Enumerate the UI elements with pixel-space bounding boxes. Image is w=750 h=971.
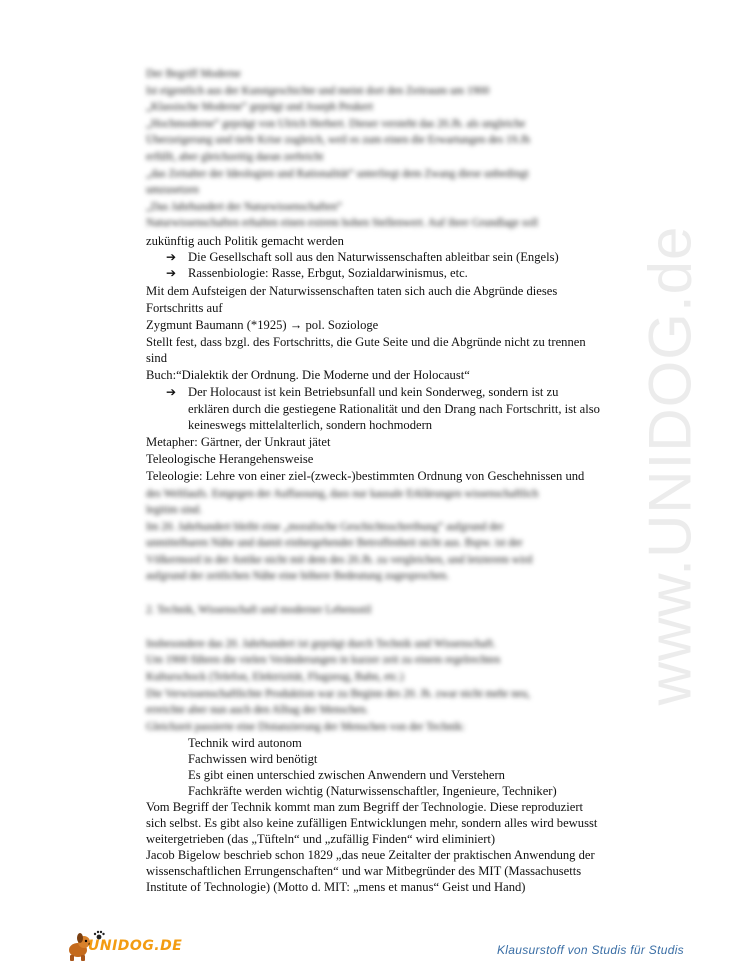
blurred-line: Ist eigentlich aus der Kunstgeschichte und meint dort den Zeitraum um 1900 (146, 85, 490, 97)
arrow-bullet-icon: ➔ (166, 385, 177, 399)
blurred-line: aufgrund der zeitlichen Nähe eine höhere Bedeutung zugesprochen. (146, 570, 450, 582)
text-line: Zygmunt Baumann (*1925) → pol. Soziologe (146, 318, 379, 332)
blurred-line: „Klassische Moderne“ geprägt und Joseph Peukert (146, 101, 374, 113)
text-line: sich selbst. Es gibt also keine zufälligen Entwicklungen mehr, sondern alles wird bewusst (146, 816, 598, 830)
blurred-line: Kulturschock (Telefon, Elektrizität, Flugzeug, Bahn, etc.) (146, 671, 404, 683)
bullet-text: Rassenbiologie: Rasse, Erbgut, Sozialdarwinismus, etc. (188, 266, 468, 280)
text-line: Fortschritts auf (146, 301, 223, 315)
bullet-text: keineswegs mittelalterlich, sondern hochmodern (188, 418, 433, 432)
blurred-line: Im 20. Jahrhundert bleibt eine „moralische Geschichtsschreibung“ aufgrund der (146, 521, 504, 533)
bullet-text: erklären durch die gestiegene Rationalität und den Drang nach Fortschritt, ist also (188, 402, 600, 416)
blurred-heading: 2. Technik, Wissenschaft und moderner Lebensstil (146, 604, 372, 616)
text-line: Teleologische Herangehensweise (146, 452, 314, 466)
blurred-line: des Weltlaufs. Entgegen der Auffassung, dass nur kausale Erklärungen wissenschaftlich (146, 488, 539, 500)
blurred-line: Die Verwissenschaftlichte Produktion war zu Beginn des 20. Jh. zwar nicht mehr neu, (146, 688, 531, 700)
indented-item: Technik wird autonom (188, 736, 302, 750)
blurred-line: Völkermord in der Antike nicht mit dem des 20.Jh. zu vergleichen, und letzterem wird (146, 554, 533, 566)
text-line: wissenschaftlichen Errungenschaften“ und war Mitbegründer des MIT (Massachusetts (146, 864, 582, 878)
text-line: sind (146, 351, 167, 365)
arrow-bullet-icon: ➔ (166, 266, 177, 280)
blurred-line: „das Zeitalter der Ideologien und Rationalität“ unterliegt dem Zwang diese unbedingt (146, 168, 529, 180)
text-line: Buch:“Dialektik der Ordnung. Die Moderne und der Holocaust“ (146, 368, 470, 382)
blurred-line: Um 1900 führen die vielen Veränderungen in kurzer zeit zu einem regelrechten (146, 654, 501, 666)
blurred-line: umzusetzen (146, 184, 199, 196)
blurred-line: erfüllt, aber gleichzeitig daran zerbricht (146, 151, 324, 163)
text-line: Mit dem Aufsteigen der Naturwissenschaften taten sich auch die Abgründe dieses (146, 284, 558, 298)
footer-slogan: Klausurstoff von Studis für Studis (497, 943, 684, 957)
text-line: zukünftig auch Politik gemacht werden (146, 234, 344, 248)
text-line: Jacob Bigelow beschrieb schon 1829 „das neue Zeitalter der praktischen Anwendung der (146, 848, 595, 862)
text-line: Vom Begriff der Technik kommt man zum Begriff der Technologie. Diese reproduziert (146, 800, 584, 814)
logo-text: UNIDOG.DE (88, 938, 183, 954)
arrow-bullet-icon: ➔ (166, 250, 177, 264)
blurred-line: Der Begriff Moderne (146, 68, 241, 80)
indented-item: Fachkräfte werden wichtig (Naturwissenschaftler, Ingenieure, Techniker) (188, 784, 557, 798)
blurred-line: Naturwissenschaften erhalten einen extrem hohen Stellenwert. Auf ihrer Grundlage soll (146, 217, 539, 229)
blurred-line: Insbesondere das 20. Jahrhundert ist geprägt durch Technik und Wissenschaft. (146, 638, 496, 650)
text-line: Metapher: Gärtner, der Unkraut jätet (146, 435, 331, 449)
blurred-line: Überzeigerung und tiefe Krise zugleich, weil es zum einen die Erwartungen des 19.Jh (146, 134, 530, 146)
blurred-line: Gleichzeit passierte eine Distanzierung der Menschen von der Technik: (146, 721, 465, 733)
bullet-text: Die Gesellschaft soll aus den Naturwissenschaften ableitbar sein (Engels) (188, 250, 559, 264)
indented-item: Fachwissen wird benötigt (188, 752, 318, 766)
blurred-line: „Das Jahrhundert der Naturwissenschaften“ (146, 201, 343, 213)
text-line: Institute of Technologie) (Motto d. MIT: „mens et manus“ Geist und Hand) (146, 880, 526, 894)
bullet-text: Der Holocaust ist kein Betriebsunfall und kein Sonderweg, sondern ist zu (188, 385, 559, 399)
text-line: weitergetrieben (das „Tüfteln“ und „zufällig Finden“ wird eliminiert) (146, 832, 496, 846)
blurred-line: „Hochmoderne“ geprägt von Ulrich Herbert. Dieser versteht das 20.Jh. als ungleiche (146, 118, 526, 130)
watermark: www.UNIDOG.de (636, 225, 704, 705)
text-line: Teleologie: Lehre von einer ziel-(zweck-)bestimmten Ordnung von Geschehnissen und (146, 469, 585, 483)
blurred-line: erreichte aber nun auch den Alltag der Menschen. (146, 704, 369, 716)
text-line: Stellt fest, dass bzgl. des Fortschritts, die Gute Seite und die Abgründe nicht zu trennen (146, 335, 586, 349)
blurred-line: legitim sind. (146, 504, 202, 516)
indented-item: Es gibt einen unterschied zwischen Anwendern und Verstehern (188, 768, 505, 782)
blurred-line: unmittelbaren Nähe und damit einhergehender Betroffenheit nicht aus. Bspw. ist der (146, 537, 523, 549)
